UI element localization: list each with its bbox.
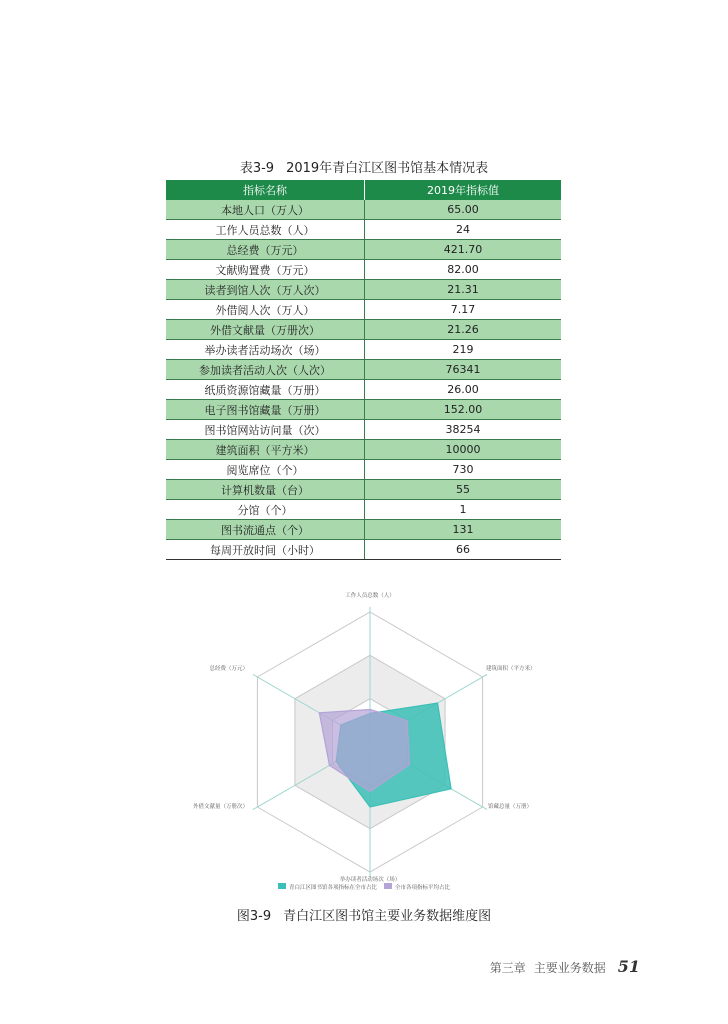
indicator-value-cell: 65.00 [365,200,562,220]
table-row [166,260,561,280]
axis-label: 举办读者活动场次（场） [339,877,401,883]
legend-swatch [384,883,392,889]
indicator-name-cell: 外借阅人次（万人） [166,300,365,320]
table-body [166,200,561,560]
indicator-name-cell: 读者到馆人次（万人次） [166,280,365,300]
indicator-name-cell: 分馆（个） [166,500,365,520]
indicator-name-cell: 每周开放时间（小时） [166,540,365,560]
indicator-name-cell: 纸质资源馆藏量（万册） [166,380,365,400]
table-row [166,360,561,380]
table-number: 表3-9 [239,161,275,176]
table-title [0,157,728,176]
table-header-row [166,180,561,200]
table-row [166,340,561,360]
indicator-table [166,180,561,560]
indicator-value-cell: 21.26 [365,320,562,340]
radar-chart [170,580,570,900]
indicator-value-cell: 38254 [365,420,562,440]
page-footer [490,957,640,976]
indicator-name-cell: 计算机数量（台） [166,480,365,500]
indicator-name-cell: 总经费（万元） [166,240,365,260]
indicator-name-cell: 图书流通点（个） [166,520,365,540]
indicator-name-cell: 本地人口（万人） [166,200,365,220]
table-row [166,240,561,260]
indicator-value-cell: 76341 [365,360,562,380]
indicator-value-cell: 152.00 [365,400,562,420]
indicator-name-cell: 文献购置费（万元） [166,260,365,280]
indicator-name-cell: 工作人员总数（人） [166,220,365,240]
indicator-value-cell: 421.70 [365,240,562,260]
footer-chapter: 第三章 [489,961,526,975]
figure-number: 图3-9 [236,909,272,924]
indicator-value-cell: 219 [365,340,562,360]
indicator-name-cell: 电子图书馆藏量（万册） [166,400,365,420]
figure-caption [0,905,728,924]
indicator-value-cell: 10000 [365,440,562,460]
indicator-value-cell: 1 [365,500,562,520]
table-row [166,220,561,240]
table-row [166,540,561,560]
table-row [166,380,561,400]
header-indicator-value: 2019年指标值 [365,180,562,200]
table-row [166,420,561,440]
table-row [166,440,561,460]
legend-label: 全市各项指标平均占比 [395,885,451,891]
indicator-name-cell: 阅览席位（个） [166,460,365,480]
indicator-name-cell: 图书馆网站访问量（次） [166,420,365,440]
indicator-name-cell: 建筑面积（平方米） [166,440,365,460]
footer-section: 主要业务数据 [533,961,606,975]
figure-caption-text: 青白江区图书馆主要业务数据维度图 [283,909,492,924]
indicator-name-cell: 举办读者活动场次（场） [166,340,365,360]
legend-label: 青白江区图书馆各项指标在全市占比 [289,885,378,891]
indicator-name-cell: 参加读者活动人次（人次） [166,360,365,380]
table-row [166,200,561,220]
page-number: 51 [617,957,640,976]
table-row [166,280,561,300]
indicator-value-cell: 55 [365,480,562,500]
legend-swatch [278,883,286,889]
indicator-value-cell: 24 [365,220,562,240]
indicator-value-cell: 131 [365,520,562,540]
table-title-text: 2019年青白江区图书馆基本情况表 [286,161,489,176]
axis-label: 建筑面积（平方米） [486,666,536,672]
indicator-value-cell: 21.31 [365,280,562,300]
indicator-value-cell: 730 [365,460,562,480]
axis-label: 总经费（万元） [209,666,248,672]
table-row [166,500,561,520]
table-row [166,480,561,500]
header-indicator-name: 指标名称 [166,180,365,200]
indicator-value-cell: 82.00 [365,260,562,280]
indicator-value-cell: 66 [365,540,562,560]
axis-label: 馆藏总量（万册） [488,804,533,810]
indicator-value-cell: 7.17 [365,300,562,320]
indicator-name-cell: 外借文献量（万册次） [166,320,365,340]
table-row [166,520,561,540]
indicator-value-cell: 26.00 [365,380,562,400]
axis-label: 外借文献量（万册次） [192,804,248,810]
axis-label: 工作人员总数（人） [345,593,395,599]
table-row [166,400,561,420]
table-row [166,320,561,340]
table-row [166,300,561,320]
table-row [166,460,561,480]
